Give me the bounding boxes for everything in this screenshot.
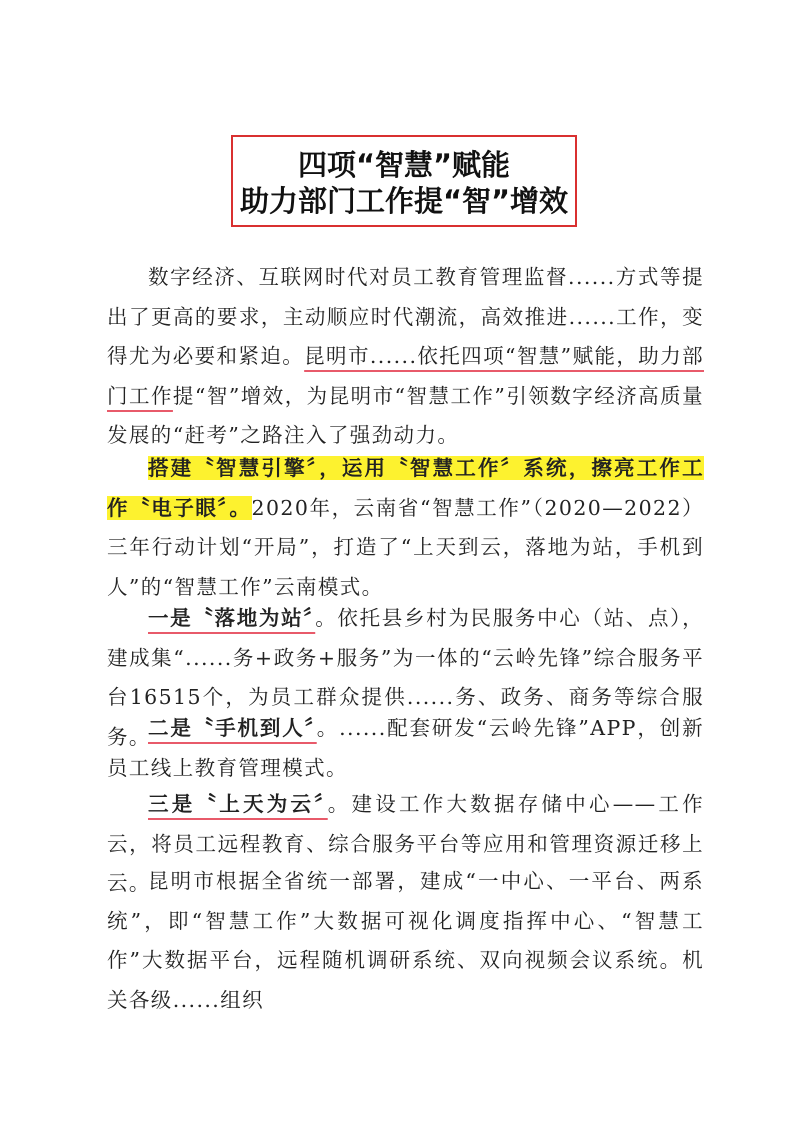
paragraph-intro [107, 258, 704, 456]
title-line-2: 助力部门工作提“智”增效 [239, 184, 569, 218]
paragraph-engine [107, 449, 704, 607]
title-line-1: 四项“智慧”赋能 [297, 148, 511, 182]
point-one-heading: 一是〝落地为站〞 [148, 606, 316, 630]
intro-text-a: 数字经济、互联网时代对员工教育管理监督......方式等提出了更高的要求，主动顺应时代潮流，高效推进......工作，变得尤为必要和紧迫。 [107, 265, 704, 368]
point-three-heading: 三是〝上天为云〞 [148, 792, 328, 816]
intro-text-c: 提“智”增效，为昆明市“智慧工作”引领数字经济高质量发展的“赶考”之路注入了强劲动力。 [107, 383, 704, 447]
point-three-text: 。建设工作大数据存储中心——工作云，将员工远程教育、综合服务平台等应用和管理资源迁移上云。 [107, 792, 704, 895]
intro-underlined-text: 昆明市......依托四项“智慧”赋能，助力部门工作 [107, 344, 704, 408]
paragraph-point-two [107, 709, 704, 788]
title-box [231, 135, 577, 227]
point-two-text: 。......配套研发“云岭先锋”APP，创新员工线上教育管理模式。 [107, 716, 704, 780]
summary-text: 昆明市根据全省统一部署，建成“一中心、一平台、两系统”，即“智慧工作”大数据可视化调度指挥中心、“智慧工作”大数据平台，远程随机调研系统、双向视频会议系统。机关各级......组织 [107, 869, 704, 1012]
paragraph-summary [107, 862, 704, 1020]
engine-text: 2020年，云南省“智慧工作”（2020—2022）三年行动计划“开局”，打造了“上天到云，落地为站，手机到人”的“智慧工作”云南模式。 [107, 495, 704, 599]
point-one-text: 。依托县乡村为民服务中心（站、点），建成集“......务+政务+服务”为一体的“云岭先锋”综合服务平台16515个，为员工群众提供......务、政务、商务等综合服务。 [107, 606, 705, 749]
engine-highlight: 搭建〝智慧引擎〞，运用〝智慧工作〞系统，擦亮工作工作〝电子眼〞。 [107, 456, 704, 520]
point-two-heading: 二是〝手机到人〞 [148, 716, 317, 740]
